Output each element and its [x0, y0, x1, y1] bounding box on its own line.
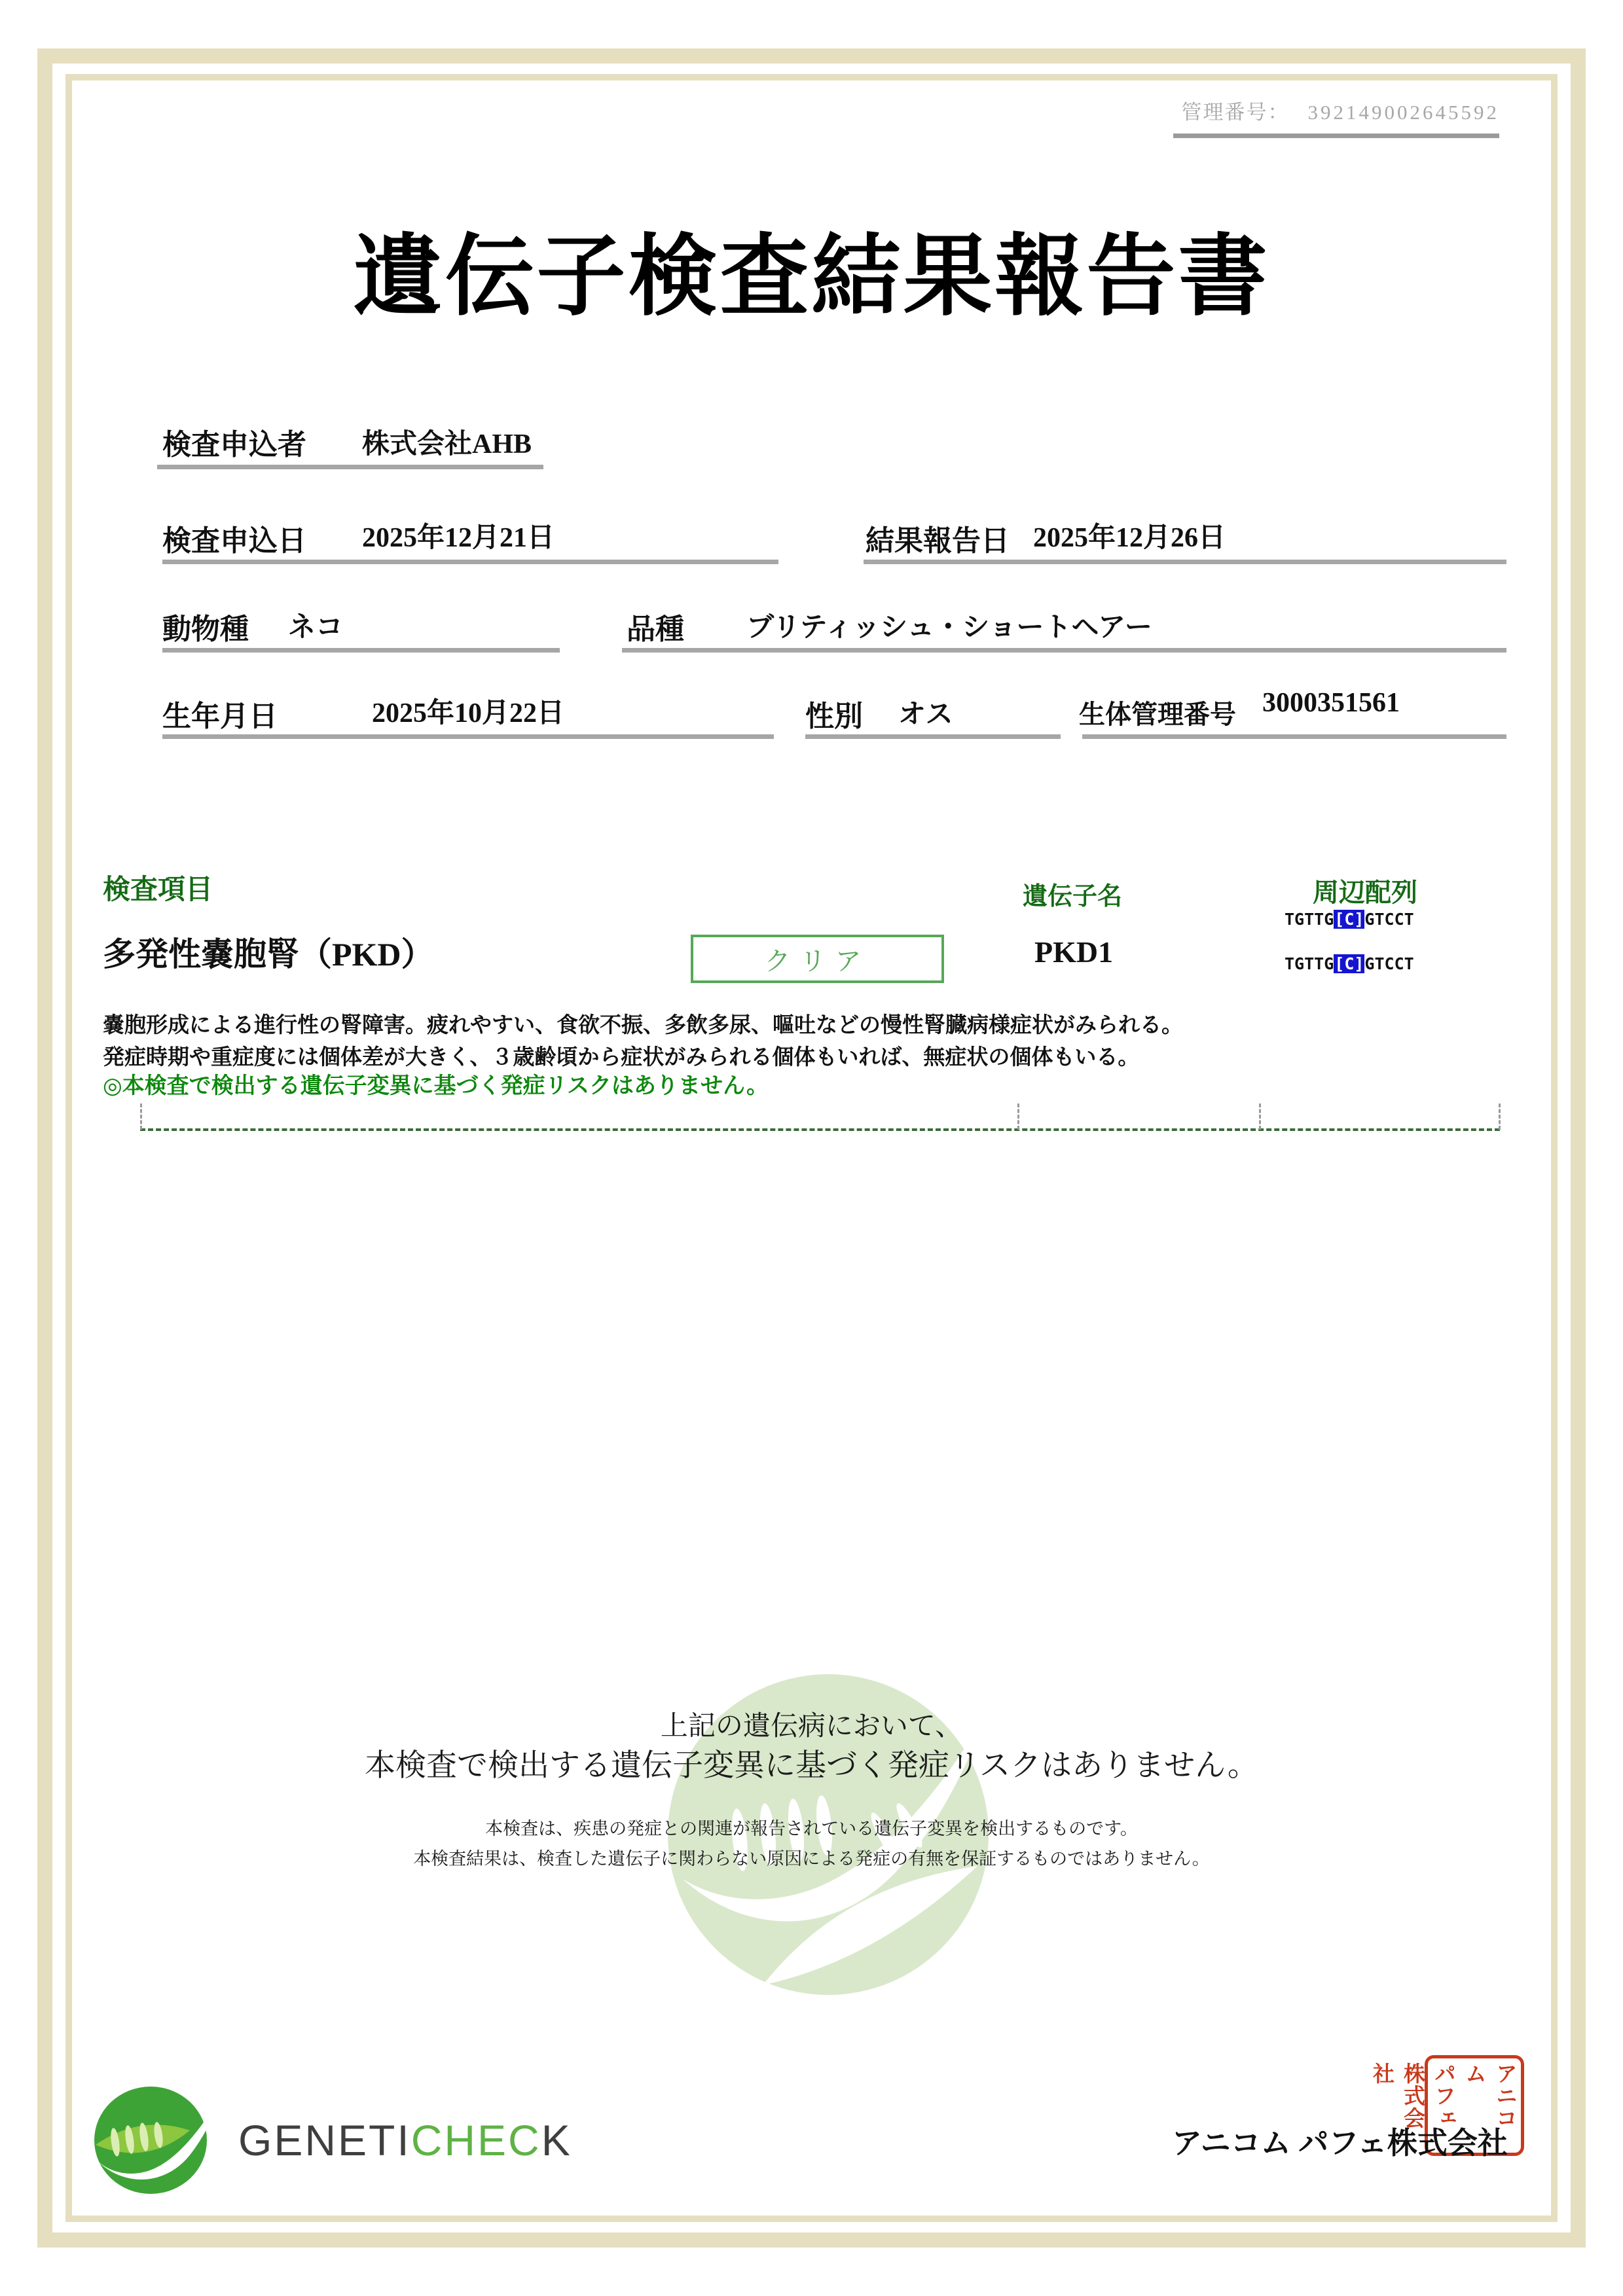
sequence-prefix: TGTTG: [1285, 954, 1334, 973]
gene-name-value: PKD1: [1034, 935, 1114, 969]
sex-label: 性別: [805, 700, 863, 732]
test-item-header: 検査項目: [103, 875, 213, 905]
seal-column: 株式会社: [1370, 2062, 1424, 2129]
report-date-label: 結果報告日: [866, 525, 1010, 557]
disease-description-line2: 発症時期や重症度には個体差が大きく、３歳齢頃から症状がみられる個体もいれば、無症状の個体もいる。: [103, 1046, 1140, 1069]
management-number: [1182, 96, 1500, 125]
birth-date-value: 2025年10月22日: [372, 698, 565, 728]
apply-date-underline: [162, 560, 778, 564]
results-table-column-tick: [1499, 1103, 1501, 1130]
summary-line2: 本検査で検出する遺伝子変異に基づく発症リスクはありません。: [365, 1748, 1258, 1782]
seal-column: パフェ: [1431, 2062, 1455, 2129]
disclaimer-line2: 本検査結果は、検査した遺伝子に関わらない原因による発症の有無を保証するものではありません。: [413, 1849, 1210, 1869]
applicant-underline: [157, 465, 543, 469]
results-table-column-tick: [1259, 1103, 1261, 1130]
report-date-underline: [864, 560, 1506, 564]
sequence-line: [1285, 954, 1414, 973]
sequence-suffix: GTCCT: [1364, 954, 1414, 973]
gene-name-header: 遺伝子名: [1023, 883, 1123, 910]
apply-date-value: 2025年12月21日: [362, 523, 555, 553]
results-table-column-tick: [1017, 1103, 1019, 1130]
logo-text-chec: CHEC: [410, 2116, 541, 2164]
applicant-value: 株式会社AHB: [362, 429, 532, 459]
management-number-value: 392149002645592: [1307, 101, 1499, 124]
breed-label: 品種: [627, 613, 684, 645]
birth-date-label: 生年月日: [162, 700, 278, 732]
seal-column: アニコム: [1462, 2062, 1516, 2129]
sex-value: オス: [898, 700, 953, 730]
page-frame-inner: [65, 74, 1558, 2222]
animal-id-underline: [1082, 734, 1506, 739]
disease-description-line1: 嚢胞形成による進行性の腎障害。疲れやすい、食欲不振、多飲多尿、嘔吐などの慢性腎臓病様症状がみられる。: [103, 1014, 1183, 1037]
management-number-underline: [1173, 134, 1499, 138]
applicant-label: 検査申込者: [162, 429, 306, 461]
sequence-prefix: TGTTG: [1285, 910, 1334, 929]
risk-note: ◎本検査で検出する遺伝子変異に基づく発症リスクはありません。: [103, 1074, 769, 1098]
results-table-column-tick: [140, 1103, 142, 1130]
management-number-label: 管理番号：: [1181, 101, 1290, 124]
species-label: 動物種: [162, 613, 249, 645]
birth-date-underline: [162, 734, 774, 739]
test-item-name: 多発性嚢胞腎（PKD）: [103, 936, 434, 973]
apply-date-label: 検査申込日: [162, 525, 306, 557]
company-name: アニコム パフェ株式会社: [1172, 2126, 1508, 2160]
geneticheck-logo-text: [238, 2115, 572, 2165]
geneticheck-logo: [90, 2085, 572, 2196]
geneticheck-logo-icon: [90, 2085, 228, 2196]
sequence-suffix: GTCCT: [1364, 910, 1414, 929]
sequence-line: [1285, 910, 1414, 929]
logo-text-geneti: GENETI: [238, 2116, 411, 2164]
species-value: ネコ: [288, 613, 344, 643]
results-table-bottom-border: [140, 1128, 1500, 1131]
animal-id-label: 生体管理番号: [1079, 700, 1236, 729]
result-box: [691, 935, 944, 983]
page-title: 遺伝子検査結果報告書: [353, 228, 1270, 327]
sex-underline: [805, 734, 1061, 739]
summary-line1: 上記の遺伝病において、: [660, 1710, 963, 1741]
sequence-variant: [C]: [1334, 954, 1364, 973]
logo-text-k: K: [541, 2116, 572, 2164]
disclaimer-line1: 本検査は、疾患の発症との関連が報告されている遺伝子変異を検出するものです。: [485, 1819, 1138, 1839]
result-value: クリア: [764, 946, 871, 976]
sequence-header: 周辺配列: [1313, 878, 1417, 907]
animal-id-value: 3000351561: [1262, 688, 1400, 718]
report-date-value: 2025年12月26日: [1033, 523, 1226, 553]
sequence-variant: [C]: [1334, 910, 1364, 929]
species-underline: [162, 648, 560, 653]
breed-value: ブリティッシュ・ショートヘアー: [746, 613, 1152, 643]
breed-underline: [622, 648, 1506, 653]
